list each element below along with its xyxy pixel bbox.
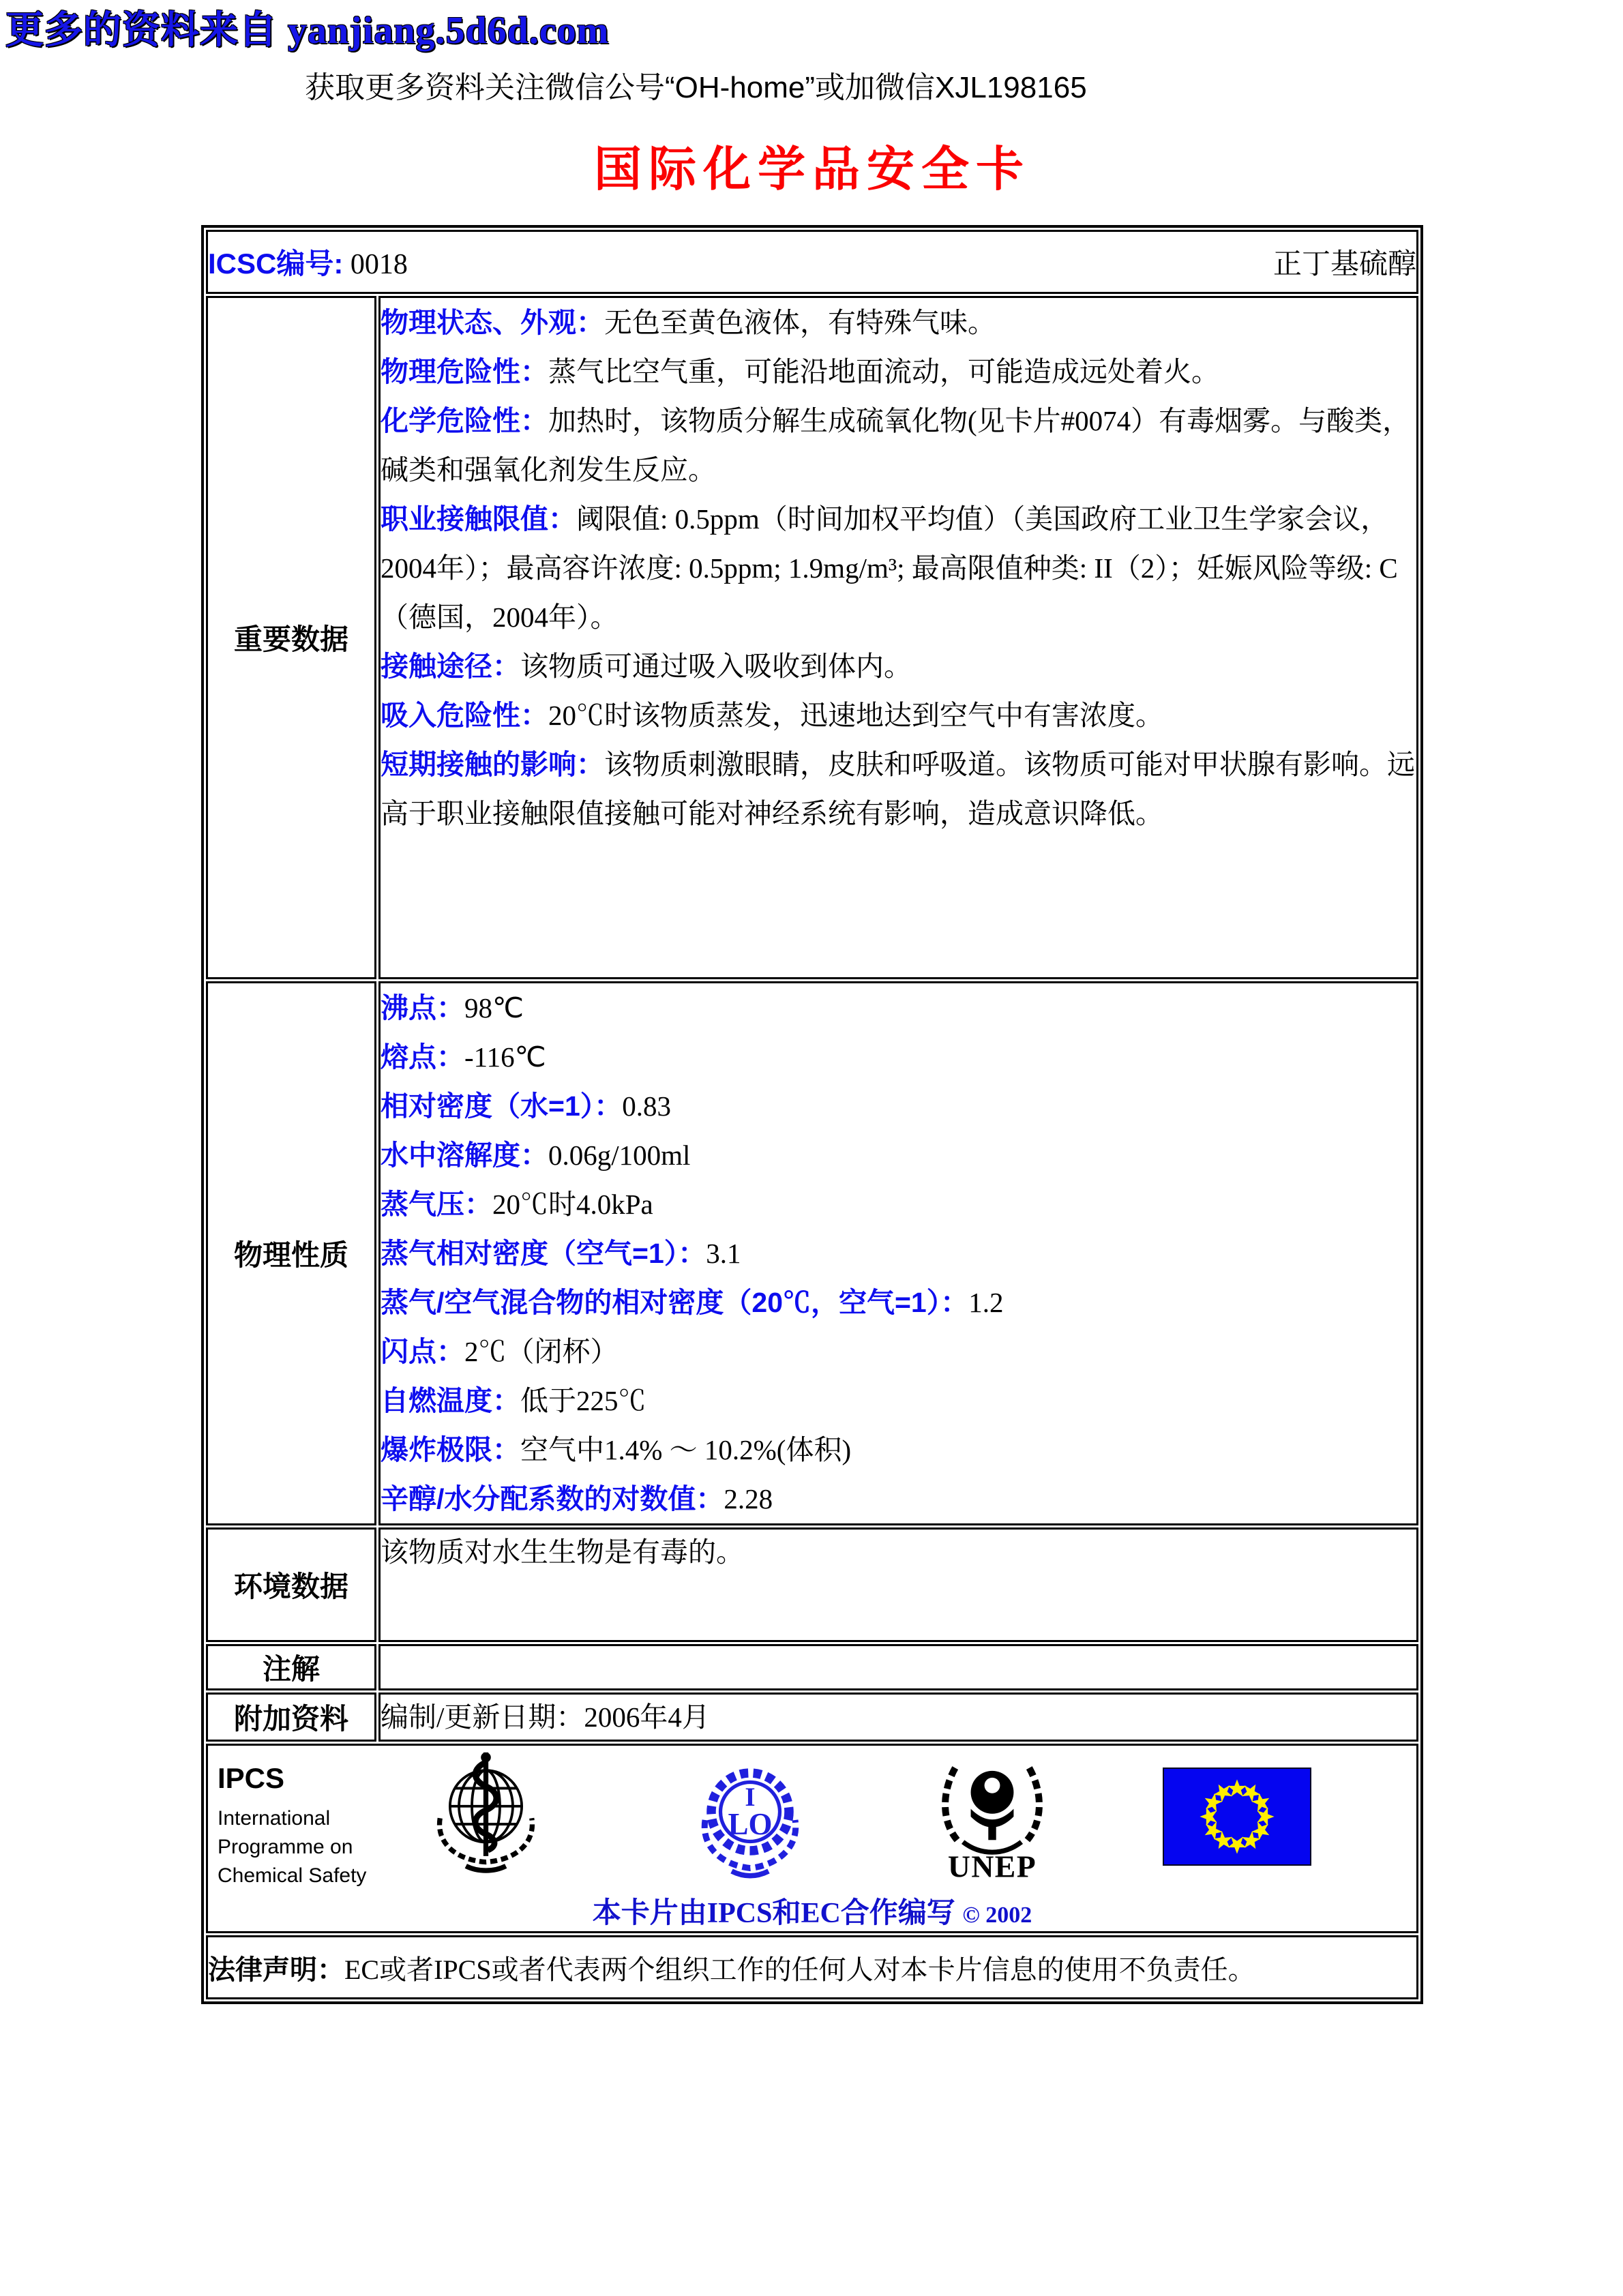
logos-strip [208,1746,1416,1931]
entry-label: 蒸气压： [381,1189,492,1220]
ipcs-name-line1: International [218,1807,331,1830]
entry-label: 职业接触限值： [381,503,576,535]
banner-wechat-line: 获取更多资料关注微信公号“OH-home”或加微信XJL198165 [305,71,1087,104]
copyright-text: © 2002 [962,1903,1032,1928]
cooperation-caption [208,1890,1416,1931]
notes-row [206,1644,1418,1690]
legal-cell [206,1935,1418,1999]
physical-property-entry [381,1425,1416,1474]
who-logo [409,1748,563,1878]
notes-row-label: 注解 [206,1644,376,1690]
important-data-entry [381,642,1416,691]
entry-label: 蒸气相对密度（空气=1）： [381,1238,706,1269]
entry-text: 加热时，该物质分解生成硫氧化物(见卡片#0074）有毒烟雾。与酸类，碱类和强氧化剂发生反应。 [381,405,1411,486]
entry-label: 相对密度（水=1）： [381,1090,623,1122]
important-data-entry [381,691,1416,740]
entry-text: 2℃（闭杯） [464,1336,619,1367]
page-title: 国际化学品安全卡 [594,144,1030,196]
entry-label: 闪点： [381,1336,464,1367]
entry-text: 低于225℃ [520,1385,646,1416]
entry-text: 0.06g/100ml [548,1139,691,1171]
important-data-entry [381,740,1416,838]
eu-flag [1163,1768,1311,1866]
unep-wordmark: UNEP [947,1849,1037,1884]
entry-label: 化学危险性： [381,405,548,436]
physical-property-entry [381,1474,1416,1523]
entry-label: 短期接触的影响： [381,749,604,780]
entry-text: 空气中1.4% ～ 10.2%(体积) [520,1434,852,1465]
physical-properties-content [378,981,1418,1525]
chemical-name: 正丁基硫醇 [1272,249,1416,280]
entry-label: 辛醇/水分配系数的对数值： [381,1483,724,1515]
caption-text: 本卡片由IPCS和EC合作编写 [592,1898,955,1929]
legal-label: 法律声明： [208,1954,344,1985]
physical-property-entry [381,1180,1416,1229]
notes-content [378,1644,1418,1690]
entry-text: -116℃ [464,1041,546,1073]
important-data-content [378,296,1418,979]
important-data-entry [381,396,1416,494]
entry-text: 2.28 [724,1483,773,1515]
entry-text: 无色至黄色液体，有特殊气味。 [604,307,996,338]
entry-label: 自燃温度： [381,1385,520,1416]
entry-text: 3.1 [706,1238,741,1269]
ipcs-text-block [218,1762,366,1890]
entry-text: 20℃时4.0kPa [492,1189,653,1220]
ipcs-acronym: IPCS [218,1762,285,1794]
card-header-cell [206,230,1418,294]
logos-cell [206,1744,1418,1933]
environmental-data-content: 该物质对水生生物是有毒的。 [378,1527,1418,1642]
additional-info-content: 编制/更新日期：2006年4月 [378,1693,1418,1742]
entry-label: 水中溶解度： [381,1139,548,1171]
additional-info-row [206,1693,1418,1742]
ilo-logo [685,1748,815,1881]
entry-text: 阈限值: 0.5ppm（时间加权平均值）（美国政府工业卫生学家会议，2004年）；最高容许浓度: 0.5ppm; 1.9mg/m³; 最高限值种类: II（2）；妊娠风险等级: C（德国，2004年）。 [381,503,1398,633]
entry-label: 吸入危险性： [381,700,548,731]
ipcs-name-line3: Chemical Safety [218,1864,367,1887]
entry-text: 98℃ [464,992,524,1024]
ilo-letter-i: I [745,1783,756,1812]
entry-text: 蒸气比空气重，可能沿地面流动，可能造成远处着火。 [548,356,1219,387]
physical-property-entry [381,1082,1416,1131]
unep-logo [931,1748,1054,1885]
entry-label: 沸点： [381,992,464,1024]
entry-text: 该物质刺激眼睛，皮肤和呼吸道。该物质可能对甲状腺有影响。远高于职业接触限值接触可能对神经系统有影响，造成意识降低。 [381,749,1415,829]
physical-property-entry [381,983,1416,1032]
important-data-entry [381,298,1416,347]
icsc-number-label: ICSC编号: [208,248,344,280]
physical-property-entry [381,1032,1416,1082]
ilo-letters-lo: LO [728,1807,773,1841]
physical-properties-row-label: 物理性质 [206,981,376,1525]
entry-text: 0.83 [622,1090,671,1122]
environmental-data-row-label: 环境数据 [206,1527,376,1642]
important-data-entry [381,347,1416,396]
physical-property-entry [381,1376,1416,1425]
banner-source-line: 更多的资料来自 yanjiang.5d6d.com [5,10,610,52]
additional-info-row-label: 附加资料 [206,1693,376,1742]
entry-label: 接触途径： [381,651,520,682]
important-data-row-label: 重要数据 [206,296,376,979]
entry-label: 物理危险性： [381,356,548,387]
legal-row [206,1935,1418,1999]
entry-label: 熔点： [381,1041,464,1073]
physical-property-entry [381,1229,1416,1278]
entry-text: 20℃时该物质蒸发，迅速地达到空气中有害浓度。 [548,700,1163,731]
icsc-card-table [201,225,1423,2004]
legal-text: EC或者IPCS或者代表两个组织工作的任何人对本卡片信息的使用不负责任。 [344,1954,1255,1985]
important-data-entry [381,494,1416,642]
card-header-row [206,230,1418,294]
icsc-number-value: 0018 [350,249,408,280]
ipcs-name-line2: Programme on [218,1836,353,1858]
physical-property-entry [381,1131,1416,1180]
physical-property-entry [381,1278,1416,1327]
environmental-data-row [206,1527,1418,1642]
entry-text: 该物质可通过吸入吸收到体内。 [520,651,912,682]
important-data-row [206,296,1418,979]
entry-label: 物理状态、外观： [381,307,604,338]
physical-property-entry [381,1327,1416,1376]
entry-label: 蒸气/空气混合物的相对密度（20℃，空气=1）： [381,1287,969,1318]
physical-properties-row [206,981,1418,1525]
entry-label: 爆炸极限： [381,1434,520,1465]
logos-row [206,1744,1418,1933]
entry-text: 1.2 [968,1287,1004,1318]
